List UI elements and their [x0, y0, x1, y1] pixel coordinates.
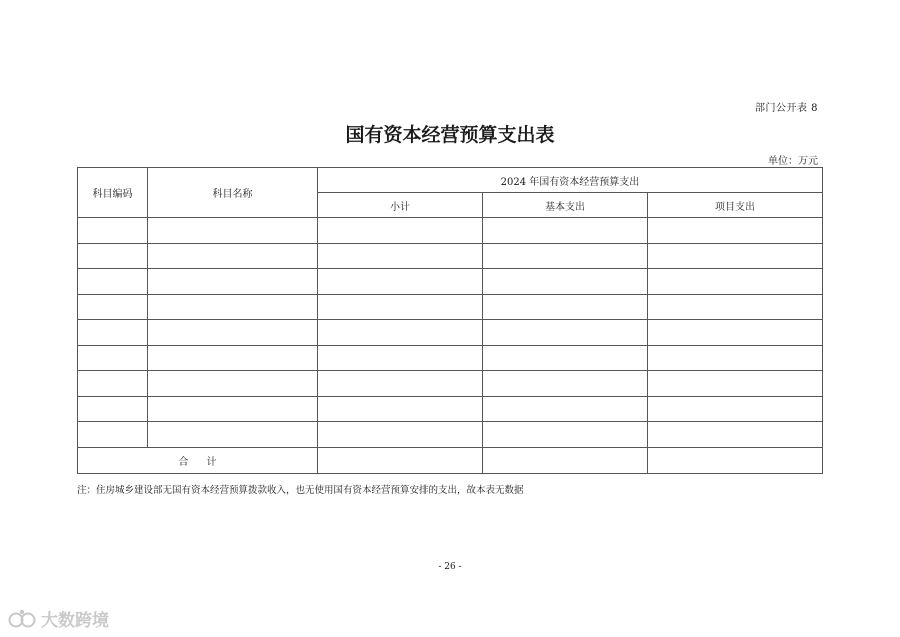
table-row — [78, 422, 823, 448]
table-row — [78, 371, 823, 397]
table-cell — [78, 422, 148, 448]
page-number: - 26 - — [438, 562, 462, 572]
table-cell — [648, 422, 823, 448]
brand-logo-icon — [8, 608, 38, 630]
table-cell — [318, 243, 483, 269]
table-cell — [148, 243, 318, 269]
table-cell — [148, 345, 318, 371]
total-label-cell — [78, 447, 318, 473]
table-cell — [648, 447, 823, 473]
unit-label: 单位：万元 — [768, 156, 818, 167]
table-header-row — [78, 168, 823, 193]
table-cell — [648, 243, 823, 269]
total-label: 合计 — [178, 456, 235, 468]
table-cell — [483, 447, 648, 473]
table-cell — [648, 345, 823, 371]
table-cell — [648, 218, 823, 244]
table-cell — [78, 243, 148, 269]
table-cell — [148, 371, 318, 397]
table-cell — [483, 422, 648, 448]
column-header-code: 科目编码 — [78, 168, 148, 218]
table-cell — [648, 396, 823, 422]
table-note: 注：住房城乡建设部无国有资本经营预算拨款收入，也无使用国有资本经营预算安排的支出，故本表无数据 — [77, 485, 524, 496]
column-group-header: 2024 年国有资本经营预算支出 — [318, 168, 823, 193]
table-cell — [318, 396, 483, 422]
table-cell — [483, 243, 648, 269]
total-row — [78, 447, 823, 473]
table-cell — [78, 396, 148, 422]
page-tag: 部门公开表 8 — [754, 103, 818, 114]
table-row — [78, 269, 823, 295]
table-cell — [318, 320, 483, 346]
table-cell — [483, 320, 648, 346]
column-header-name: 科目名称 — [148, 168, 318, 218]
table-cell — [78, 371, 148, 397]
table-row — [78, 294, 823, 320]
table-cell — [148, 294, 318, 320]
table-cell — [78, 269, 148, 295]
table-cell — [483, 294, 648, 320]
table-cell — [483, 396, 648, 422]
budget-table — [77, 167, 823, 474]
table-cell — [148, 269, 318, 295]
table-cell — [648, 269, 823, 295]
table-cell — [483, 371, 648, 397]
table-cell — [148, 422, 318, 448]
table-row — [78, 320, 823, 346]
table-cell — [78, 294, 148, 320]
table-cell — [78, 218, 148, 244]
table-cell — [148, 218, 318, 244]
table-cell — [648, 294, 823, 320]
table-cell — [78, 320, 148, 346]
table-cell — [318, 371, 483, 397]
table-cell — [483, 269, 648, 295]
table-cell — [318, 294, 483, 320]
table-row — [78, 396, 823, 422]
table-cell — [648, 320, 823, 346]
table-cell — [148, 320, 318, 346]
table-cell — [483, 345, 648, 371]
page-title: 国有资本经营预算支出表 — [345, 124, 555, 146]
column-header-subtotal: 小计 — [318, 193, 483, 218]
table-cell — [318, 218, 483, 244]
table-cell — [318, 269, 483, 295]
table-cell — [148, 396, 318, 422]
table-cell — [483, 218, 648, 244]
table-row — [78, 345, 823, 371]
table-cell — [78, 345, 148, 371]
watermark — [8, 606, 109, 631]
table-row — [78, 243, 823, 269]
column-header-project: 项目支出 — [648, 193, 823, 218]
table-cell — [318, 422, 483, 448]
watermark-text: 大数跨境 — [41, 611, 109, 631]
table-body — [78, 218, 823, 474]
table-cell — [648, 371, 823, 397]
table-cell — [318, 345, 483, 371]
column-header-basic: 基本支出 — [483, 193, 648, 218]
table-cell — [318, 447, 483, 473]
table-row — [78, 218, 823, 244]
